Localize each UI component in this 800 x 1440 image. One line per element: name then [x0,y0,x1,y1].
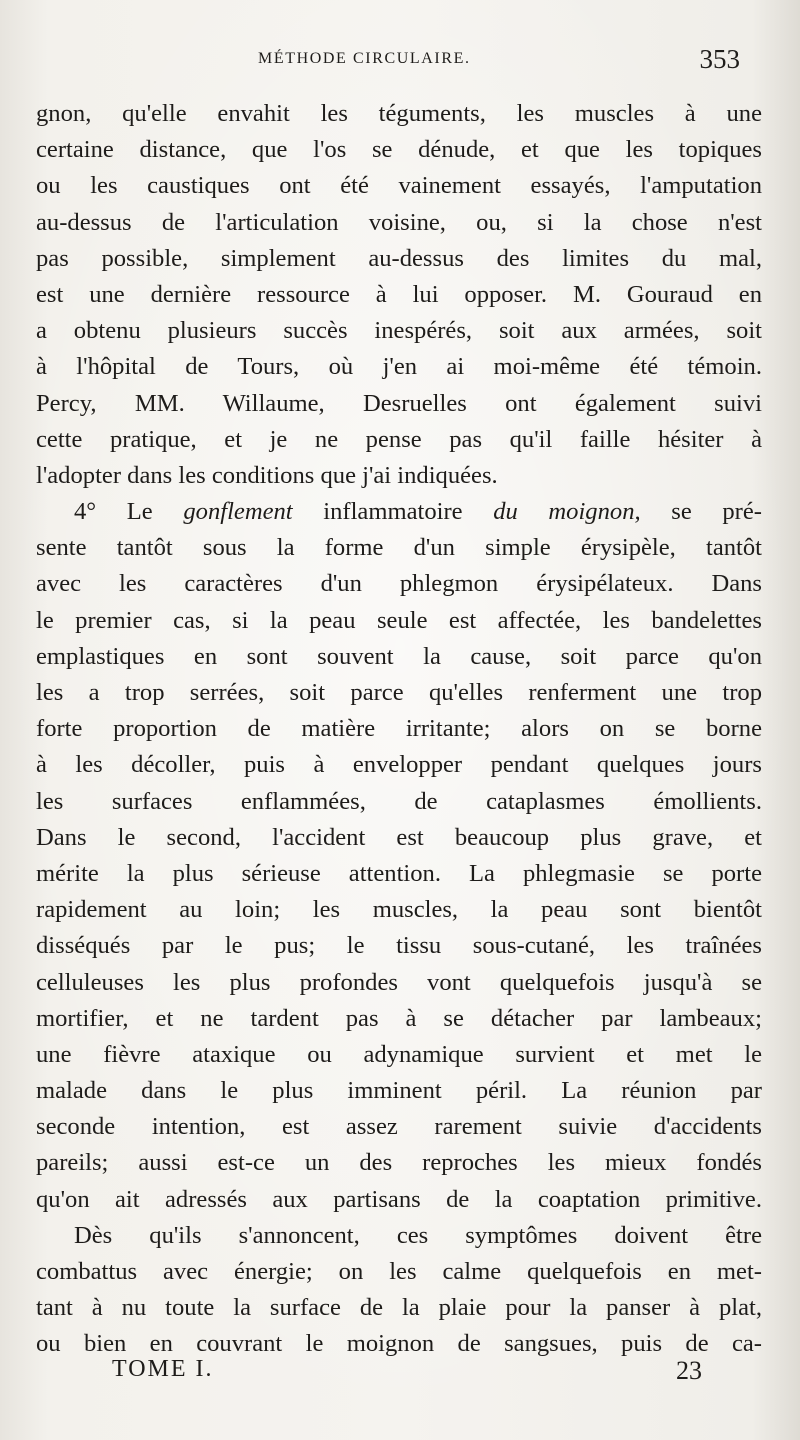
text-line: une fièvre ataxique ou adynamique survient et met le [36,1040,762,1068]
text-line: ou bien en couvrant le moignon de sangsues, puis de ca- [36,1330,762,1358]
point-4-line [36,494,762,530]
text-line: emplastiques en sont souvent la cause, soit parce qu'on [36,642,762,670]
page-number: 353 [699,44,740,74]
text-line: les a trop serrées, soit parce qu'elles renferment une trop [36,679,762,706]
text-line: malade dans le plus imminent péril. La réunion par [36,1077,762,1105]
text-line: à les décoller, puis à envelopper pendant quelques jours [36,751,762,779]
text-line: tant à nu toute la surface de la plaie pour la panser à plat, [36,1294,762,1322]
text-line: au-dessus de l'articulation voisine, ou, si la chose n'est [36,208,762,236]
text-line: disséqués par le pus; le tissu sous-cutané, les traînées [36,932,762,960]
point-4-italic-term: du moignon, [493,498,641,526]
point-4-word: Le [126,498,153,526]
text-line: est une dernière ressource à lui opposer. M. Gouraud en [36,280,762,308]
text-line: Dans le second, l'accident est beaucoup plus grave, et [36,823,762,851]
text-line: seconde intention, est assez rarement suivie d'accidents [36,1113,762,1141]
point-4-italic-term: gonflement [183,498,293,526]
page-footer [112,1356,702,1396]
text-line: celluleuses les plus profondes vont quelquefois jusqu'à se [36,968,762,996]
text-line: cette pratique, et je ne pense pas qu'il faille hésiter à [36,425,762,453]
point-4-word: inflammatoire [323,498,463,526]
text-line: certaine distance, que l'os se dénude, et que les topiques [36,136,762,164]
volume-marker: TOME I. [112,1356,214,1382]
text-line: gnon, qu'elle envahit les téguments, les muscles à une [36,100,762,127]
text-line: mortifier, et ne tardent pas à se détacher par lambeaux; [36,1004,762,1032]
point-4-number: 4° [74,498,97,526]
text-line: pas possible, simplement au-dessus des limites du mal, [36,244,762,272]
text-line: sente tantôt sous la forme d'un simple érysipèle, tantôt [36,534,762,562]
running-head [40,44,740,80]
text-line: rapidement au loin; les muscles, la peau sont bientôt [36,896,762,924]
signature-mark: 23 [676,1356,702,1385]
text-line: avec les caractères d'un phlegmon érysipélateux. Dans [36,570,762,598]
text-line: Percy, MM. Willaume, Desruelles ont également suivi [36,389,762,417]
text-line: a obtenu plusieurs succès inespérés, soit aux armées, soit [36,317,762,345]
paragraph-end-line: qu'on ait adressés aux partisans de la coaptation primitive. [36,1185,762,1213]
point-4-word: se pré- [671,498,762,526]
text-line: mérite la plus sérieuse attention. La phlegmasie se porte [36,859,762,887]
text-line: les surfaces enflammées, de cataplasmes émollients. [36,787,762,815]
text-line: ou les caustiques ont été vainement essayés, l'amputation [36,172,762,200]
paragraph-end-line: l'adopter dans les conditions que j'ai indiquées. [36,461,498,489]
body-text [36,96,762,1363]
text-line: forte proportion de matière irritante; alors on se borne [36,715,762,743]
text-line: à l'hôpital de Tours, où j'en ai moi-même été témoin. [36,353,762,381]
text-line: le premier cas, si la peau seule est affectée, les bandelettes [36,606,762,634]
paragraph-start-line: Dès qu'ils s'annoncent, ces symptômes doivent être [74,1221,762,1249]
text-line: pareils; aussi est-ce un des reproches les mieux fondés [36,1149,762,1177]
text-line: combattus avec énergie; on les calme quelquefois en met- [36,1258,762,1285]
running-title: MÉTHODE CIRCULAIRE. [258,50,471,67]
